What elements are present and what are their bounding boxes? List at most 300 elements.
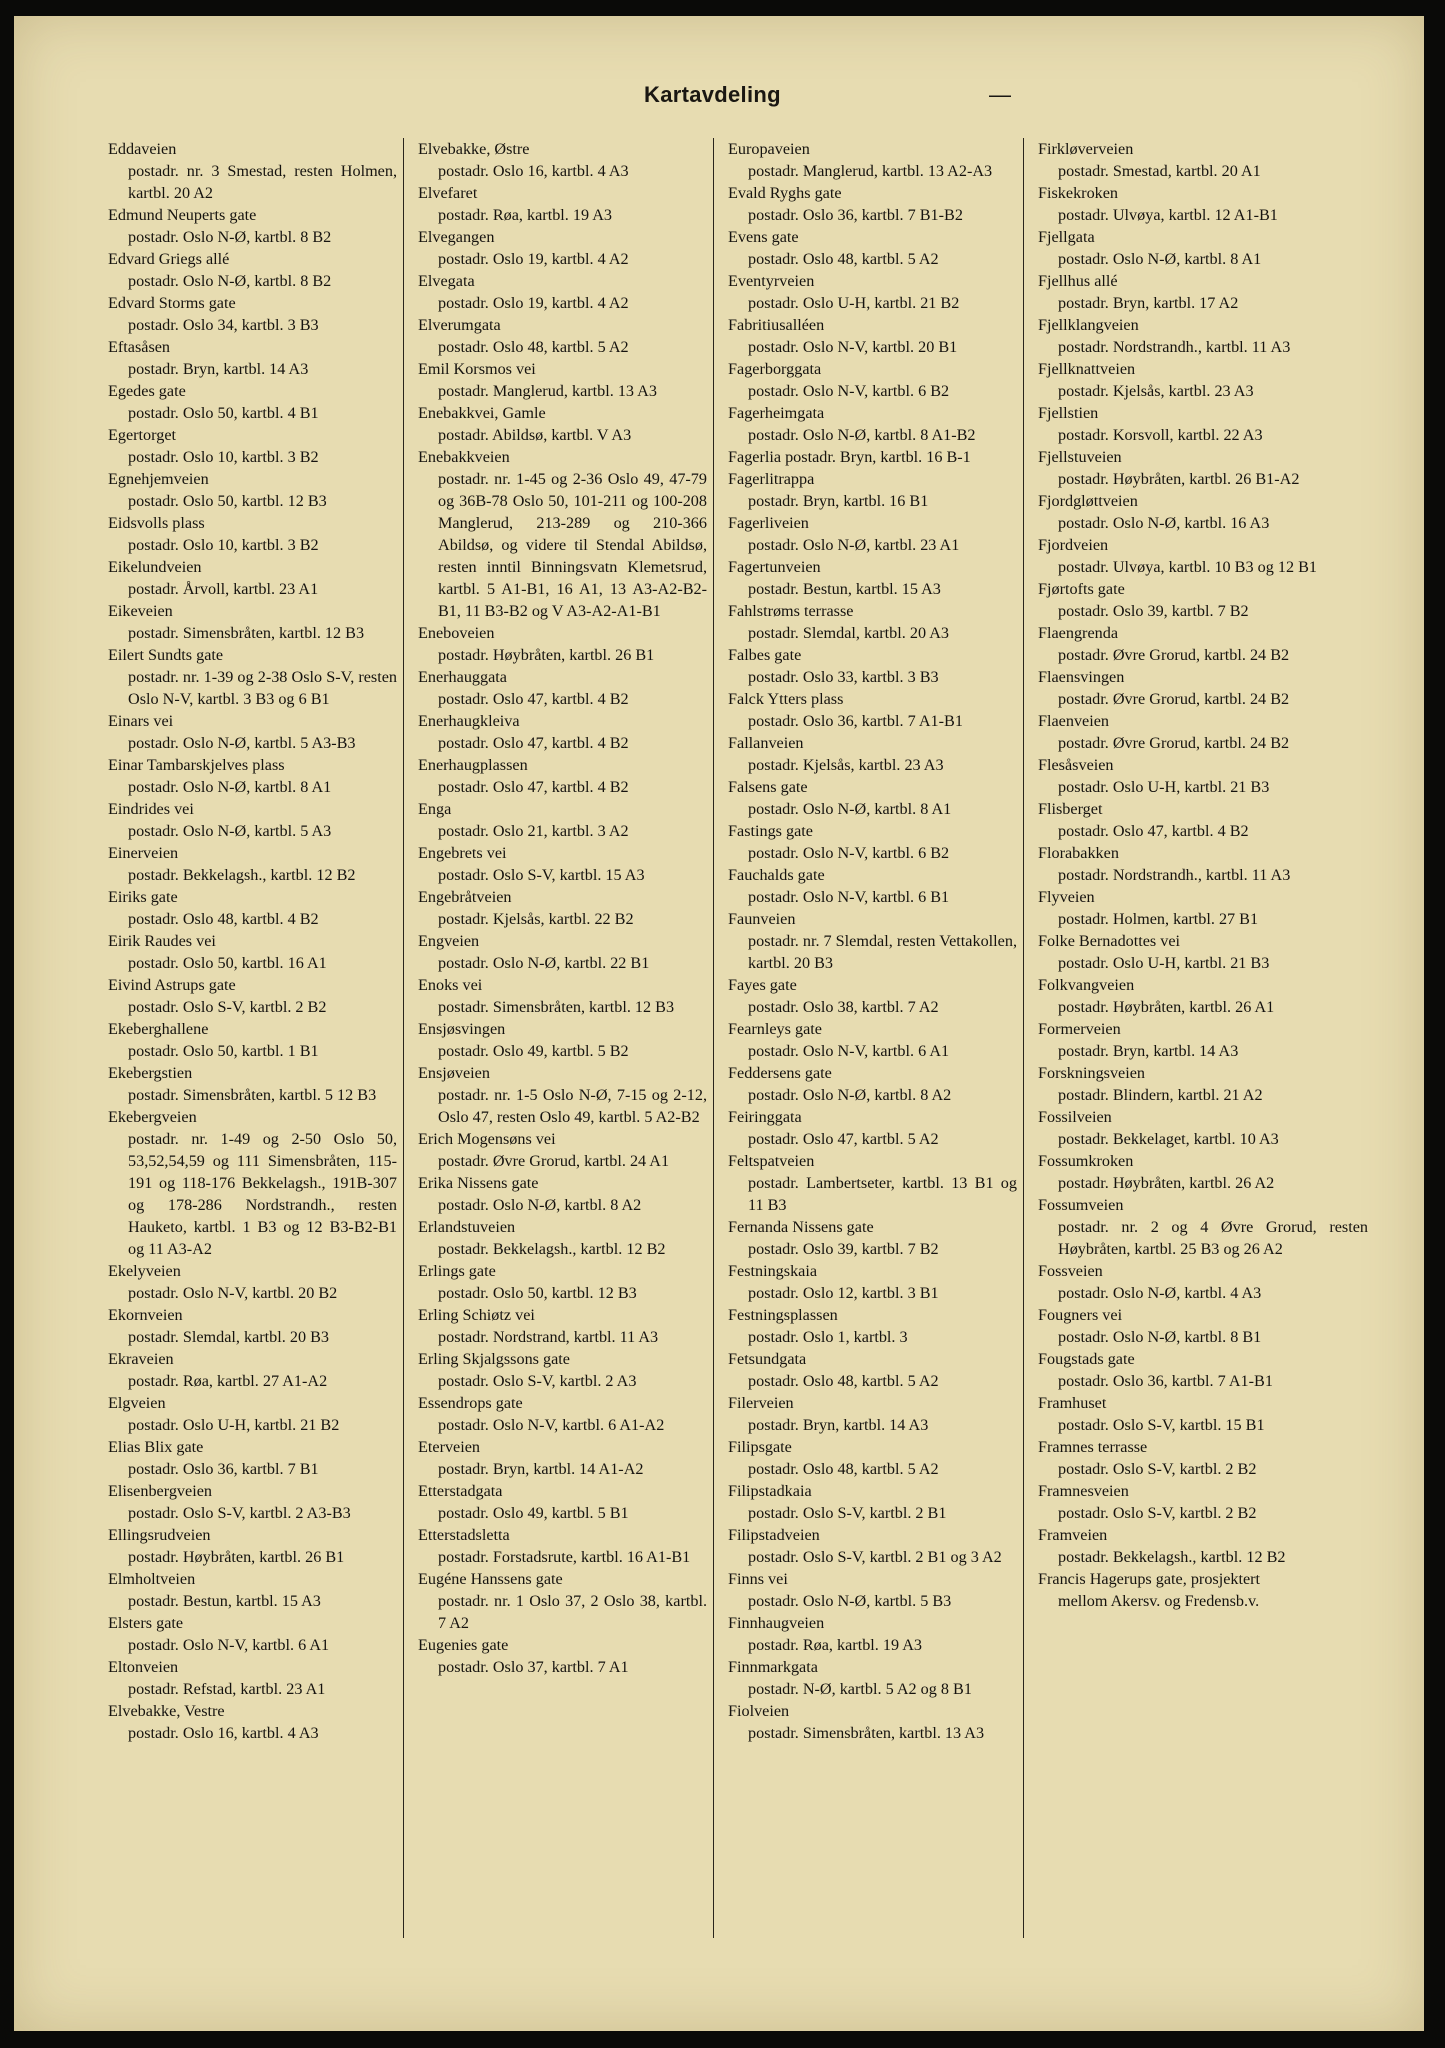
street-entry (728, 776, 1017, 820)
street-name: Elmholtveien (108, 1570, 196, 1588)
street-entry (1038, 798, 1368, 842)
postal-address: postadr. Oslo 1, kartbl. 3 (748, 1328, 908, 1346)
street-entry (1038, 1568, 1368, 1612)
street-name: Firkløverveien (1038, 140, 1134, 158)
street-entry (728, 644, 1017, 688)
street-name: Fayes gate (728, 976, 797, 994)
street-name: Fabritiusalléen (728, 316, 825, 334)
street-name: Elvefaret (418, 184, 478, 202)
postal-address: postadr. Korsvoll, kartbl. 22 A3 (1058, 426, 1263, 444)
street-entry (1038, 1436, 1368, 1480)
street-name: Fossveien (1038, 1262, 1103, 1280)
street-name: Elsters gate (108, 1614, 184, 1632)
street-entry (1038, 270, 1368, 314)
postal-address: postadr. Oslo N-Ø, kartbl. 5 A3-B3 (128, 734, 356, 752)
postal-address: postadr. Oslo S-V, kartbl. 2 B2 (128, 998, 327, 1016)
street-entry (728, 1612, 1017, 1656)
street-name: Elvebakke, Vestre (108, 1702, 225, 1720)
directory-page (14, 16, 1424, 2031)
street-name: Eikeveien (108, 602, 173, 620)
postal-address: postadr. Oslo N-Ø, kartbl. 4 A3 (1058, 1284, 1262, 1302)
street-entry (418, 974, 707, 1018)
street-entry (418, 798, 707, 842)
postal-address: postadr. Oslo N-Ø, kartbl. 5 A3 (128, 822, 332, 840)
street-entry (728, 820, 1017, 864)
street-entry (728, 1480, 1017, 1524)
street-entry (1038, 886, 1368, 930)
postal-address: postadr. Bryn, kartbl. 17 A2 (1058, 294, 1239, 312)
street-entry (728, 688, 1017, 732)
street-entry (108, 1436, 397, 1480)
postal-address: postadr. Oslo 10, kartbl. 3 B2 (128, 448, 319, 466)
street-entry (1038, 710, 1368, 754)
street-entry (1038, 974, 1368, 1018)
postal-address: postadr. Oslo 50, kartbl. 12 B3 (128, 492, 327, 510)
postal-address: postadr. Oslo 50, kartbl. 16 A1 (128, 954, 327, 972)
street-entry (418, 138, 707, 182)
street-name: Einars vei (108, 712, 174, 730)
street-entry (728, 182, 1017, 226)
street-entry (108, 1656, 397, 1700)
postal-address: postadr. Manglerud, kartbl. 13 A3 (438, 382, 657, 400)
street-entry (1038, 1062, 1368, 1106)
column-3 (728, 138, 1024, 1938)
street-name: Faunveien (728, 910, 796, 928)
street-name: Enoks vei (418, 976, 483, 994)
postal-address: postadr. Oslo 50, kartbl. 4 B1 (128, 404, 319, 422)
street-name: Fjordgløttveien (1038, 492, 1138, 510)
street-name: Finnmarkgata (728, 1658, 818, 1676)
street-entry (418, 886, 707, 930)
street-entry (418, 402, 707, 446)
postal-address: postadr. Oslo N-V, kartbl. 20 B2 (128, 1284, 338, 1302)
postal-address: postadr. nr. 1-5 Oslo N-Ø, 7-15 og 2-12, Oslo 47, resten Oslo 49, kartbl. 5 A2-B2 (438, 1086, 707, 1126)
postal-address: postadr. Oslo 16, kartbl. 4 A3 (438, 162, 629, 180)
street-name: Ekebergstien (108, 1064, 193, 1082)
street-entry (1038, 622, 1368, 666)
street-entry (418, 446, 707, 622)
street-name: Egertorget (108, 426, 177, 444)
street-entry (108, 424, 397, 468)
street-name: Festningsplassen (728, 1306, 838, 1324)
street-name: Fauchalds gate (728, 866, 825, 884)
postal-address: postadr. Oslo S-V, kartbl. 2 A3 (438, 1372, 637, 1390)
street-entry (418, 1260, 707, 1304)
postal-address: postadr. Kjelsås, kartbl. 23 A3 (748, 756, 944, 774)
street-entry (418, 666, 707, 710)
postal-address: postadr. Smestad, kartbl. 20 A1 (1058, 162, 1261, 180)
street-name: Filerveien (728, 1394, 794, 1412)
postal-address: postadr. Oslo 49, kartbl. 5 B1 (438, 1504, 629, 1522)
street-name: Fiolveien (728, 1702, 790, 1720)
street-name: Finns vei (728, 1570, 788, 1588)
postal-address: postadr. Oslo N-V, kartbl. 6 B2 (748, 844, 950, 862)
street-entry (728, 226, 1017, 270)
street-entry (418, 358, 707, 402)
street-entry (728, 1018, 1017, 1062)
page-title: Kartavdeling (644, 82, 781, 107)
postal-address: postadr. Bestun, kartbl. 15 A3 (748, 580, 941, 598)
street-name: Folke Bernadottes vei (1038, 932, 1181, 950)
postal-address: postadr. Simensbråten, kartbl. 5 12 B3 (128, 1086, 377, 1104)
street-entry (108, 292, 397, 336)
postal-address: postadr. Bekkelagsh., kartbl. 12 B2 (1058, 1548, 1286, 1566)
street-entry (1038, 1392, 1368, 1436)
street-entry (108, 1700, 397, 1744)
postal-address: postadr. nr. 2 og 4 Øvre Grorud, resten Høybråten, kartbl. 25 B3 og 26 A2 (1058, 1218, 1368, 1258)
street-entry (1038, 1524, 1368, 1568)
column-1 (108, 138, 404, 1938)
street-entry (108, 1392, 397, 1436)
street-entry (108, 798, 397, 842)
street-name: Eltonveien (108, 1658, 179, 1676)
postal-address: postadr. Oslo S-V, kartbl. 15 A3 (438, 866, 645, 884)
street-name: Eventyrveien (728, 272, 815, 290)
street-entry (728, 1436, 1017, 1480)
postal-address: postadr. Øvre Grorud, kartbl. 24 B2 (1058, 734, 1290, 752)
street-entry (418, 1436, 707, 1480)
street-entry (108, 930, 397, 974)
street-name: Framnesveien (1038, 1482, 1129, 1500)
street-entry (418, 314, 707, 358)
postal-address: postadr. Kjelsås, kartbl. 23 A3 (1058, 382, 1254, 400)
postal-address: postadr. Bekkelagsh., kartbl. 12 B2 (128, 866, 356, 884)
street-name: Fiskekroken (1038, 184, 1119, 202)
street-entry (418, 710, 707, 754)
street-name: Engveien (418, 932, 480, 950)
street-name: Filipstadkaia (728, 1482, 812, 1500)
postal-address: postadr. Oslo N-Ø, kartbl. 8 B1 (1058, 1328, 1262, 1346)
street-entry (728, 864, 1017, 908)
postal-address: postadr. nr. 1-39 og 2-38 Oslo S-V, resten Oslo N-V, kartbl. 3 B3 og 6 B1 (128, 668, 397, 708)
postal-address: postadr. Bryn, kartbl. 14 A1-A2 (438, 1460, 644, 1478)
postal-address: postadr. Simensbråten, kartbl. 13 A3 (748, 1724, 985, 1742)
street-name: Erlandstuveien (418, 1218, 516, 1236)
street-entry (1038, 490, 1368, 534)
street-name: Ekraveien (108, 1350, 174, 1368)
street-entry (418, 1216, 707, 1260)
street-name: Festningskaia (728, 1262, 818, 1280)
street-entry (108, 1106, 397, 1260)
postal-address: postadr. Oslo 12, kartbl. 3 B1 (748, 1284, 939, 1302)
postal-address: postadr. Oslo N-Ø, kartbl. 8 A2 (748, 1086, 952, 1104)
postal-address: postadr. Oslo S-V, kartbl. 2 B1 (748, 1504, 947, 1522)
street-entry (1038, 1106, 1368, 1150)
street-name: Eugéne Hanssens gate (418, 1570, 563, 1588)
street-name: Eindrides vei (108, 800, 194, 818)
street-entry (1038, 138, 1368, 182)
street-name: Einerveien (108, 844, 179, 862)
street-name: Elgveien (108, 1394, 166, 1412)
postal-address: postadr. Bekkelaget, kartbl. 10 A3 (1058, 1130, 1279, 1148)
postal-address: postadr. Bestun, kartbl. 15 A3 (128, 1592, 321, 1610)
street-name: Falbes gate (728, 646, 802, 664)
street-name: Flaenveien (1038, 712, 1110, 730)
street-entry (108, 886, 397, 930)
postal-address: postadr. Oslo 38, kartbl. 7 A2 (748, 998, 939, 1016)
street-name: Edvard Griegs allé (108, 250, 230, 268)
postal-address: postadr. Kjelsås, kartbl. 22 B2 (438, 910, 634, 928)
street-entry (108, 842, 397, 886)
postal-address: postadr. Oslo 48, kartbl. 5 A2 (748, 1372, 939, 1390)
postal-address: postadr. Oslo N-Ø, kartbl. 8 A1-B2 (748, 426, 976, 444)
street-entry (108, 204, 397, 248)
postal-address: postadr. Oslo N-V, kartbl. 6 A1 (748, 1042, 950, 1060)
street-entry (418, 1018, 707, 1062)
postal-address: postadr. Oslo 36, kartbl. 7 A1-B1 (1058, 1372, 1273, 1390)
postal-address: postadr. Oslo N-Ø, kartbl. 16 A3 (1058, 514, 1270, 532)
postal-address: postadr. Oslo S-V, kartbl. 15 B1 (1058, 1416, 1265, 1434)
street-entry (108, 1480, 397, 1524)
postal-address: postadr. Slemdal, kartbl. 20 A3 (748, 624, 949, 642)
street-name: Falck Ytters plass (728, 690, 844, 708)
postal-address: postadr. Oslo 36, kartbl. 7 A1-B1 (748, 712, 963, 730)
street-name: Einar Tambarskjelves plass (108, 756, 285, 774)
street-entry (418, 1128, 707, 1172)
postal-address: postadr. Simensbråten, kartbl. 12 B3 (128, 624, 365, 642)
street-name: Edmund Neuperts gate (108, 206, 257, 224)
street-name: Feddersens gate (728, 1064, 832, 1082)
street-entry (108, 468, 397, 512)
street-entry (108, 380, 397, 424)
street-entry (108, 1568, 397, 1612)
street-entry (418, 182, 707, 226)
street-name: Europaveien (728, 140, 810, 158)
postal-address: postadr. Oslo 48, kartbl. 5 A2 (748, 1460, 939, 1478)
street-name: Erich Mogensøns vei (418, 1130, 556, 1148)
street-name: Falsens gate (728, 778, 808, 796)
street-name: Fagerheimgata (728, 404, 825, 422)
postal-address: postadr. Bekkelagsh., kartbl. 12 B2 (438, 1240, 666, 1258)
postal-address: postadr. Oslo U-H, kartbl. 21 B3 (1058, 778, 1270, 796)
street-entry (728, 402, 1017, 446)
street-name: Fougners vei (1038, 1306, 1123, 1324)
street-name: Engebrets vei (418, 844, 507, 862)
street-entry (108, 556, 397, 600)
street-entry (1038, 1194, 1368, 1260)
street-entry (728, 358, 1017, 402)
postal-address: postadr. Bryn, kartbl. 14 A3 (1058, 1042, 1239, 1060)
street-name: Enebakkvei, Gamle (418, 404, 546, 422)
postal-address: postadr. Årvoll, kartbl. 23 A1 (128, 580, 319, 598)
postal-address: postadr. Oslo N-Ø, kartbl. 23 A1 (748, 536, 960, 554)
street-name: Fearnleys gate (728, 1020, 822, 1038)
street-name: Ekornveien (108, 1306, 183, 1324)
street-entry (728, 732, 1017, 776)
postal-address: postadr. Oslo 21, kartbl. 3 A2 (438, 822, 629, 840)
street-entry (728, 1216, 1017, 1260)
street-name: Fjellstien (1038, 404, 1099, 422)
postal-address: postadr. Oslo U-H, kartbl. 21 B2 (128, 1416, 340, 1434)
postal-address: postadr. Øvre Grorud, kartbl. 24 A1 (438, 1152, 670, 1170)
street-entry (728, 600, 1017, 644)
postal-address: postadr. Oslo 36, kartbl. 7 B1-B2 (748, 206, 963, 224)
postal-address: postadr. Nordstrandh., kartbl. 11 A3 (1058, 338, 1291, 356)
street-name: Erika Nissens gate (418, 1174, 539, 1192)
street-entry (1038, 182, 1368, 226)
street-entry (1038, 1018, 1368, 1062)
street-name: Fjellstuveien (1038, 448, 1122, 466)
postal-address: postadr. Oslo 47, kartbl. 4 B2 (438, 690, 629, 708)
street-name: Fernanda Nissens gate (728, 1218, 874, 1236)
street-name: Fagerliveien (728, 514, 809, 532)
street-name: Forskningsveien (1038, 1064, 1146, 1082)
street-entry (1038, 1260, 1368, 1304)
postal-address: postadr. Simensbråten, kartbl. 12 B3 (438, 998, 675, 1016)
street-entry (418, 930, 707, 974)
street-entry (728, 908, 1017, 974)
postal-address: postadr. Høybråten, kartbl. 26 A2 (1058, 1174, 1275, 1192)
street-name: Elisenbergveien (108, 1482, 212, 1500)
street-entry (418, 622, 707, 666)
street-entry (1038, 666, 1368, 710)
street-name: Eidsvolls plass (108, 514, 205, 532)
street-entry (728, 138, 1017, 182)
street-entry (418, 1568, 707, 1634)
street-name: Framveien (1038, 1526, 1108, 1544)
street-entry (108, 512, 397, 556)
street-entry (728, 1524, 1017, 1568)
street-name: Finnhaugveien (728, 1614, 825, 1632)
postal-address: postadr. Oslo N-Ø, kartbl. 8 A2 (438, 1196, 642, 1214)
street-name: Fetsundgata (728, 1350, 807, 1368)
street-name: Flyveien (1038, 888, 1095, 906)
street-name: Filipsgate (728, 1438, 792, 1456)
street-name: Emil Korsmos vei (418, 360, 536, 378)
street-name: Fagerlia postadr. Bryn, kartbl. 16 B-1 (728, 448, 971, 466)
street-entry (108, 336, 397, 380)
postal-address: postadr. Oslo S-V, kartbl. 2 A3-B3 (128, 1504, 351, 1522)
street-name: Ensjøveien (418, 1064, 490, 1082)
postal-address: postadr. Bryn, kartbl. 16 B1 (748, 492, 929, 510)
postal-address: postadr. N-Ø, kartbl. 5 A2 og 8 B1 (748, 1680, 972, 1698)
street-name: Fjellklangveien (1038, 316, 1139, 334)
street-name: Fjellhus allé (1038, 272, 1118, 290)
street-name: Enebakkveien (418, 448, 510, 466)
street-name: Fougstads gate (1038, 1350, 1135, 1368)
street-entry (1038, 1150, 1368, 1194)
street-name: Fossumveien (1038, 1196, 1124, 1214)
postal-address: postadr. Høybråten, kartbl. 26 B1-A2 (1058, 470, 1300, 488)
column-2 (418, 138, 714, 1938)
street-name: Fagerborggata (728, 360, 822, 378)
street-name: Flisberget (1038, 800, 1103, 818)
postal-address: postadr. Lambertseter, kartbl. 13 B1 og 11 B3 (748, 1174, 1017, 1214)
street-name: Eterveien (418, 1438, 481, 1456)
street-name: Egedes gate (108, 382, 186, 400)
postal-address: postadr. Oslo 34, kartbl. 3 B3 (128, 316, 319, 334)
street-entry (728, 1656, 1017, 1700)
street-entry (418, 1392, 707, 1436)
street-entry (728, 512, 1017, 556)
street-entry (418, 1348, 707, 1392)
street-entry (1038, 402, 1368, 446)
postal-address: postadr. nr. 3 Smestad, resten Holmen, kartbl. 20 A2 (128, 162, 397, 202)
street-name: Fastings gate (728, 822, 813, 840)
street-name: Etterstadsletta (418, 1526, 510, 1544)
street-entry (418, 270, 707, 314)
postal-address: postadr. Bryn, kartbl. 14 A3 (748, 1416, 929, 1434)
postal-address: postadr. Oslo N-V, kartbl. 20 B1 (748, 338, 958, 356)
postal-address: postadr. Oslo 48, kartbl. 4 B2 (128, 910, 319, 928)
street-entry (108, 600, 397, 644)
street-entry (108, 1348, 397, 1392)
column-4 (1038, 138, 1368, 1938)
street-entry (108, 710, 397, 754)
postal-address: postadr. Oslo S-V, kartbl. 2 B1 og 3 A2 (748, 1548, 1002, 1566)
postal-address: postadr. Oslo N-Ø, kartbl. 8 B2 (128, 228, 332, 246)
street-name: Elias Blix gate (108, 1438, 204, 1456)
street-name: Essendrops gate (418, 1394, 523, 1412)
postal-address: postadr. Holmen, kartbl. 27 B1 (1058, 910, 1259, 928)
street-entry (728, 1700, 1017, 1744)
postal-address: postadr. Oslo 48, kartbl. 5 A2 (748, 250, 939, 268)
street-entry (728, 1348, 1017, 1392)
postal-address: postadr. Oslo 49, kartbl. 5 B2 (438, 1042, 629, 1060)
street-entry (1038, 930, 1368, 974)
postal-address: postadr. Blindern, kartbl. 21 A2 (1058, 1086, 1263, 1104)
street-name: Fjordveien (1038, 536, 1109, 554)
street-index-columns (108, 138, 1370, 1938)
postal-address: postadr. nr. 1 Oslo 37, 2 Oslo 38, kartbl. 7 A2 (438, 1592, 707, 1632)
street-entry (108, 974, 397, 1018)
postal-address: postadr. Oslo N-Ø, kartbl. 22 B1 (438, 954, 650, 972)
street-entry (108, 1612, 397, 1656)
street-name: Ekeberghallene (108, 1020, 209, 1038)
postal-address: postadr. Oslo 33, kartbl. 3 B3 (748, 668, 939, 686)
street-name: Ensjøsvingen (418, 1020, 506, 1038)
street-entry (108, 1062, 397, 1106)
street-name: Florabakken (1038, 844, 1119, 862)
street-entry (418, 754, 707, 798)
street-entry (728, 1106, 1017, 1150)
postal-address: postadr. Refstad, kartbl. 23 A1 (128, 1680, 326, 1698)
street-name: Elvegata (418, 272, 475, 290)
street-entry (418, 1062, 707, 1128)
street-entry (728, 314, 1017, 358)
street-entry (728, 974, 1017, 1018)
street-name: Eilert Sundts gate (108, 646, 224, 664)
postal-address: postadr. Øvre Grorud, kartbl. 24 B2 (1058, 690, 1290, 708)
postal-address: postadr. Oslo 50, kartbl. 12 B3 (438, 1284, 637, 1302)
street-entry (1038, 1304, 1368, 1348)
street-name: Erling Schiøtz vei (418, 1306, 535, 1324)
postal-address: postadr. Oslo 50, kartbl. 1 B1 (128, 1042, 319, 1060)
street-name: Enerhauggata (418, 668, 507, 686)
street-entry (1038, 754, 1368, 798)
street-entry (108, 644, 397, 710)
postal-address: postadr. Øvre Grorud, kartbl. 24 B2 (1058, 646, 1290, 664)
street-name: Eddaveien (108, 140, 177, 158)
street-name: Framhuset (1038, 1394, 1107, 1412)
postal-address: postadr. Ulvøya, kartbl. 12 A1-B1 (1058, 206, 1278, 224)
street-entry (108, 248, 397, 292)
street-entry (728, 1304, 1017, 1348)
street-entry (728, 1568, 1017, 1612)
postal-address: postadr. nr. 7 Slemdal, resten Vettakollen, kartbl. 20 B3 (748, 932, 1017, 972)
street-name: Framnes terrasse (1038, 1438, 1148, 1456)
street-name: Fjellknattveien (1038, 360, 1136, 378)
street-entry (728, 1150, 1017, 1216)
postal-address: postadr. Slemdal, kartbl. 20 B3 (128, 1328, 329, 1346)
street-entry (108, 1524, 397, 1568)
street-name: Ekebergveien (108, 1108, 197, 1126)
postal-address: postadr. Oslo N-V, kartbl. 6 B2 (748, 382, 950, 400)
postal-address: postadr. Høybråten, kartbl. 26 B1 (128, 1548, 345, 1566)
street-name: Flesåsveien (1038, 756, 1114, 774)
postal-address: postadr. Høybråten, kartbl. 26 A1 (1058, 998, 1275, 1016)
street-name: Edvard Storms gate (108, 294, 236, 312)
